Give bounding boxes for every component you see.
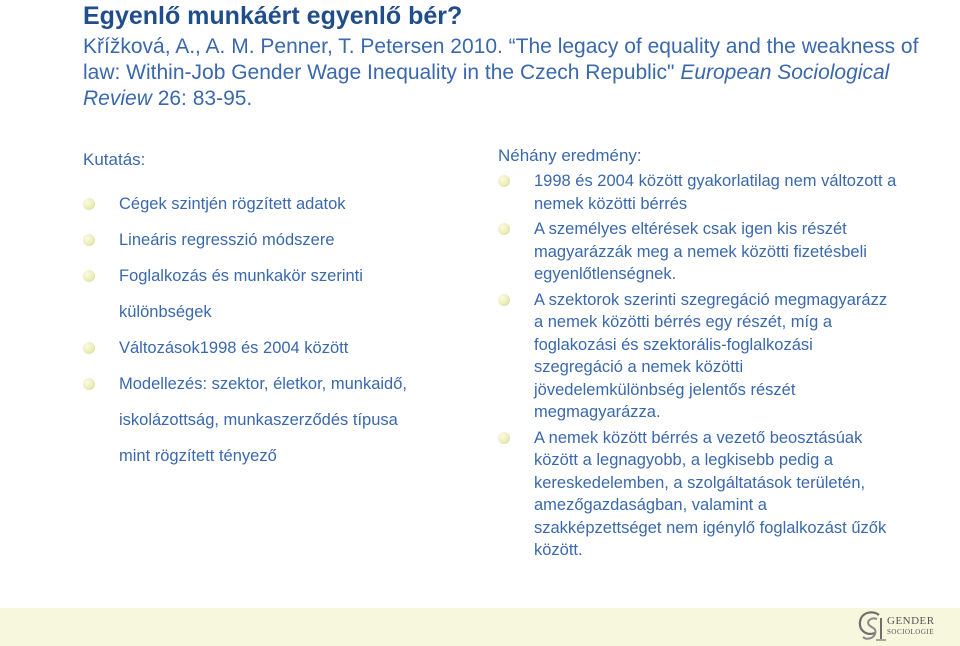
list-item-text: Modellezés: szektor, életkor, munkaidő, xyxy=(119,375,407,393)
bullet-icon xyxy=(498,175,510,187)
logo-text-bottom: SOCIOLOGIE xyxy=(887,628,934,636)
list-item-text: Foglalkozás és munkakör szerinti xyxy=(119,267,363,285)
logo-emblem-icon xyxy=(857,609,887,643)
list-item-text-continued: különbségek xyxy=(119,303,212,321)
citation-pages: 26: 83-95. xyxy=(151,87,253,110)
list-item-text-continued: iskolázottság, munkaszerződés típusa xyxy=(119,411,398,429)
list-item-text: A szektorok szerinti szegregáció megmagyarázz a nemek közötti bérrés egy részét, míg a foglakozási és szektorális-foglalkozási szegregáció a nemek közötti jövedelemkülönbség jelentős részét megmagyarázza. xyxy=(534,290,888,421)
citation-journal: European Sociological Review xyxy=(83,61,890,110)
bullet-icon xyxy=(83,378,95,390)
bullet-icon xyxy=(498,432,510,444)
list-item xyxy=(83,330,483,366)
list-item xyxy=(83,186,483,222)
bullet-icon xyxy=(83,234,95,246)
list-item-text: 1998 és 2004 között gyakorlatilag nem változott a nemek közötti bérrés xyxy=(534,172,897,213)
list-item xyxy=(498,427,898,562)
bullet-icon xyxy=(498,223,510,235)
list-item-text: A nemek között bérrés a vezető beosztásúak között a legnagyobb, a legkisebb pedig a kereskedelemben, a szolgáltatások területén, amezőgazdaságban, valamint a szakképzettséget nem igénylő foglalkozást űzők között. xyxy=(534,428,887,559)
list-item xyxy=(498,289,898,424)
list-item xyxy=(83,366,483,474)
logo-text-top: GENDER xyxy=(887,615,935,627)
page-title: Egyenlő munkáért egyenlő bér? xyxy=(83,2,463,30)
results-list xyxy=(498,170,898,565)
list-item-text: Változások1998 és 2004 között xyxy=(119,339,349,357)
list-item xyxy=(498,218,898,286)
research-heading: Kutatás: xyxy=(83,150,146,169)
gender-sociology-logo xyxy=(857,609,935,643)
list-item-text-continued: mint rögzített tényező xyxy=(119,447,277,465)
bullet-icon xyxy=(83,342,95,354)
list-item xyxy=(83,222,483,258)
research-list xyxy=(83,186,483,474)
list-item xyxy=(83,258,483,330)
bullet-icon xyxy=(83,270,95,282)
list-item-text: A személyes eltérések csak igen kis részét magyarázzák meg a nemek közötti fizetésbeli egyenlőtlenségnek. xyxy=(534,220,867,283)
bullet-icon xyxy=(498,294,510,306)
bullet-icon xyxy=(83,198,95,210)
citation-authors-title: Křížková, A., A. M. Penner, T. Petersen 2010. “The legacy of equality and the weakness of law: Within-Job Gender Wage Inequality in the Czech Republic" xyxy=(83,35,919,84)
list-item xyxy=(498,170,898,215)
results-heading: Néhány eredmény: xyxy=(498,146,642,165)
footer-band xyxy=(0,608,960,646)
list-item-text: Cégek szintjén rögzített adatok xyxy=(119,195,346,213)
citation xyxy=(83,34,943,112)
list-item-text: Lineáris regresszió módszere xyxy=(119,231,335,249)
